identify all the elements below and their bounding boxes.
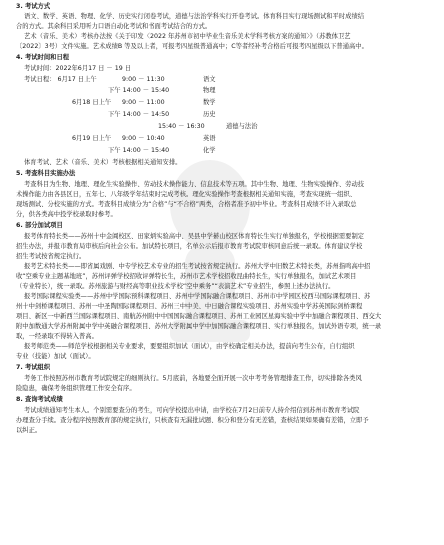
schedule-subject: 物理: [203, 87, 216, 94]
section-5-heading: 5. 考查科目实施办法: [16, 170, 76, 177]
paragraph-line: 以纠正。: [16, 427, 42, 434]
section-8-heading: 8. 查询考试成绩: [16, 396, 63, 403]
paragraph-line: 报考艺术特长类——即省属戏剧、中专学校艺术专业的招生考试按省规定执行。苏州大学中旧数艺术特长类，苏州指鸣高中招: [24, 263, 371, 270]
schedule-date: 6月18 日上午: [72, 99, 112, 106]
paragraph-line: 招生考试按省规定执行。: [16, 253, 86, 260]
schedule-time: 下午 14:00 － 15:40: [108, 147, 170, 154]
paragraph-line: 分，供各类高中投学校录取时参考。: [16, 211, 117, 218]
section-3-heading: 3. 考试方式: [16, 3, 51, 10]
schedule-subject: 历史: [203, 111, 216, 118]
schedule-subject: 语文: [203, 76, 216, 83]
section-7-heading: 7. 考试组织: [16, 364, 51, 371]
paragraph-line: 州十中剑桥课程项目、苏州一中圣陶国际课程项目、苏州三中中美、中日融合课程实验项目、苏州实验中学苏英国际剑桥课程: [16, 303, 363, 310]
schedule-time: 9:00 － 11:30: [122, 76, 165, 83]
paragraph-line: （专业特长），统一录取。苏州旅游与财经高等职业技术学校“空中乘务”“表演艺术”专业招生，参照上述办法执行。: [16, 283, 335, 290]
schedule-date: 6月19 日上午: [72, 135, 112, 142]
paragraph-line: 险隐患，确保考务组织管理工作安全有序。: [16, 385, 136, 392]
schedule-subject: 数学: [203, 99, 216, 106]
paragraph-line: 报考体育特长类——苏州十中金阊校区、田家炳实验高中、吴县中学綦山校区体育特长生实行单独报名，学校根据需要制定: [24, 233, 365, 240]
paragraph-line: 术操作能力由各县区日，五年七、八年级学年结束时完成考核。理化实验操作考查根据相关通知实施，考查实现统一组织、: [16, 191, 357, 198]
schedule-time: 下午 14:00 － 15:40: [108, 87, 170, 94]
paragraph-line: 艺术（音乐、美术）考核办法按《关于印发〈2022 年苏州市初中毕业生音乐美术学科考核方案的通知〉》（苏教体卫艺: [24, 33, 351, 40]
paragraph-line: 〔2022〕3号）文件实施。艺术成绩B 等及以上者，可报考四星级普通高中；C等者经补考合格后可报考四星级以下普通高中。: [16, 43, 368, 50]
schedule-time: 9:00 － 11:00: [122, 99, 165, 106]
schedule-subject: 道德与法治: [226, 123, 258, 130]
paragraph-line: 考试成绩通知考生本人。个别需要查分的考生，可向学校提出申请，由学校在7月2日前专人持介绍信到苏州市教育考试院: [24, 407, 360, 414]
schedule-subject: 英语: [203, 135, 216, 142]
paragraph-line: 报考国际课程实验类——苏州中学国际预科课程项目、苏州中学国际融合课程项目、苏州市中学园区校西马国际课程项目、苏: [24, 293, 371, 300]
paragraph-line: 考务工作按照苏州市教育考试院规定的细则执行。5月底前，各地要全面开展一次中考考务管理排查工作，切实排除各类风: [24, 375, 362, 382]
paragraph-line: 招生办法，并报市教育局审核后向社会公布。加试特长项目，名单公示后报市教育考试院审核同意后统一录取。体育建议学校: [16, 243, 363, 250]
paragraph-line: 办理查分手续。查分程序按照教育部的规定执行，只核查有无漏批试题、积分和登分有无差错，查核结果如果确有差错，立即予: [16, 417, 369, 424]
paragraph-line: 附中加数通大学苏州附属中学中英融合课程项目、苏州大学附属中学中加国际融合课程项目、实行单独报名，加试外语专项，统一录: [16, 323, 382, 330]
paragraph-line: 考查科目为生物、地理、理化生实验操作、劳动技术操作能力、信息技术等五项。其中生物、地理、生物实验操作、劳动技: [24, 181, 365, 188]
schedule-subject: 化学: [203, 147, 216, 154]
paragraph-line: 体育考试、艺术（音乐、美术）考核根据相关通知安排。: [24, 159, 182, 166]
paragraph-line: 现场测试、分校实施的方式。考查科目成绩分为“合格”与“不合格”两类，合格者准予初中毕业。考查科目成绩不计入录取总: [16, 201, 357, 208]
paragraph-line: 项目、新区一中新西兰国际课程项目、南航苏州附中中国国际融合课程项目、苏州工业园区星海实验中学中加融合课程项目、西交大: [16, 313, 382, 320]
paragraph-line: 收“空乘专业主题基地班”，苏州评弹学校招收评弹特长生，苏州市艺术学校招收昆曲特长生，实行单独报名，加试艺术项目: [16, 273, 357, 280]
section-6-heading: 6. 部分加试项目: [16, 222, 63, 229]
paragraph-line: 取，一经录取不得转入普高。: [16, 333, 98, 340]
paragraph-line: 报考师范类——师范学校根据相关专业要求，要要组织加试（面试），由学校确定相关办法，提前向考生公布，自行组织: [24, 343, 355, 350]
section-4-heading: 4. 考试时间和日程: [16, 54, 70, 61]
paragraph-line: 专业（技能）加试（面试）。: [16, 353, 95, 360]
schedule-time: 9:00 － 10:40: [122, 135, 165, 142]
schedule-time: 15:40 － 16:30: [158, 123, 205, 130]
schedule-date: 考试日程： 6月17 日上午: [24, 76, 97, 83]
paragraph-line: 语文、数学、英语、物理、化学、历史实行闭卷考试，道德与法治学科实行开卷考试。体育科目实行现场测试和平时成绩结: [24, 13, 365, 20]
exam-time-line: 考试时间：2022年6月17 日 － 19 日: [24, 65, 132, 72]
paragraph-line: 合的方式。其余科目采用听力口语自动化考试和书面考试结合的方式。: [16, 23, 212, 30]
schedule-time: 下午 14:00 － 14:50: [108, 111, 170, 118]
